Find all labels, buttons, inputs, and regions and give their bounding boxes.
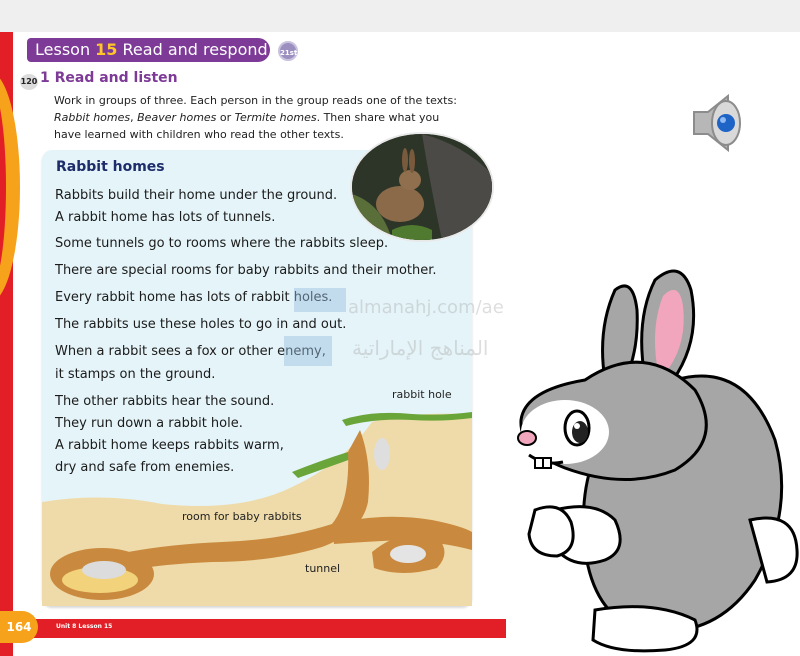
- reading-line: Rabbits build their home under the ground.: [55, 188, 338, 203]
- reading-line: A rabbit home has lots of tunnels.: [55, 210, 276, 225]
- reading-line: Every rabbit home has lots of rabbit holes.: [55, 290, 333, 305]
- reading-line: When a rabbit sees a fox or other enemy,: [55, 344, 326, 359]
- lesson-prefix: Lesson: [35, 40, 91, 59]
- label-tunnel: tunnel: [305, 562, 341, 575]
- watermark-arabic: المناهج الإماراتية: [352, 336, 489, 360]
- reading-line: it stamps on the ground.: [55, 367, 216, 382]
- speaker-icon-art: [686, 88, 756, 158]
- rabbit-photo-art: [352, 134, 492, 240]
- lesson-number: 15: [95, 40, 118, 59]
- instructions-line-2: [54, 109, 474, 126]
- text-option-termite: Termite homes: [234, 111, 317, 124]
- instructions-line-3: have learned with children who read the other texts.: [54, 128, 344, 141]
- section-title: 1 Read and listen: [40, 70, 178, 86]
- text-option-beaver: Beaver homes: [137, 111, 217, 124]
- skills-badge: 21st: [278, 41, 298, 61]
- reading-line: Some tunnels go to rooms where the rabbits sleep.: [55, 236, 389, 251]
- rabbit-photo: [350, 132, 494, 242]
- reading-line: They run down a rabbit hole.: [55, 416, 243, 431]
- reading-line: There are special rooms for baby rabbits and their mother.: [55, 263, 437, 278]
- highlight-hotspot[interactable]: [294, 288, 346, 312]
- instructions-line-1: Work in groups of three. Each person in the group reads one of the texts:: [54, 94, 457, 107]
- lesson-header: [27, 38, 270, 62]
- highlight-hotspot[interactable]: [284, 336, 332, 366]
- reading-line: The other rabbits hear the sound.: [55, 394, 275, 409]
- separator: ,: [130, 111, 138, 124]
- text-option-rabbit: Rabbit homes: [54, 111, 131, 124]
- separator: or: [216, 111, 235, 124]
- reading-line: dry and safe from enemies.: [55, 460, 235, 475]
- footer-unit-text: Unit 8 Lesson 15: [56, 623, 113, 630]
- speaker-icon[interactable]: [686, 88, 756, 158]
- top-bar: [0, 0, 800, 32]
- rabbit-cartoon: [505, 250, 800, 656]
- audio-track-badge: 120: [20, 74, 38, 90]
- page-number: 164: [0, 611, 38, 643]
- reading-line: A rabbit home keeps rabbits warm,: [55, 438, 284, 453]
- watermark-url: almanahj.com/ae: [348, 297, 504, 318]
- label-rabbit-hole: rabbit hole: [392, 388, 452, 401]
- textbook-page: [0, 32, 800, 656]
- instructions-tail: . Then share what you: [316, 111, 440, 124]
- reading-line: The rabbits use these holes to go in and out.: [55, 317, 347, 332]
- lesson-title: Read and respond: [122, 40, 268, 59]
- reading-title: Rabbit homes: [56, 159, 165, 175]
- label-baby-room: room for baby rabbits: [182, 510, 302, 523]
- decorative-arc: [0, 72, 20, 302]
